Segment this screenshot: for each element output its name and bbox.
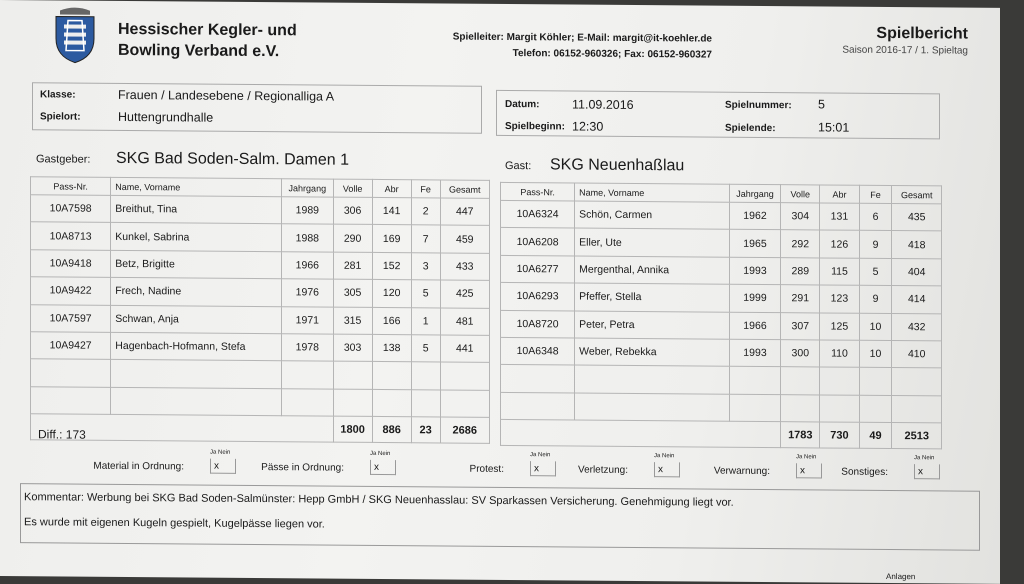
cell-volle: 290 bbox=[333, 225, 372, 253]
guest-team-name: SKG Neuenhaßlau bbox=[550, 156, 685, 175]
cell-abr: 115 bbox=[820, 258, 859, 286]
cell-name: Mergenthal, Annika bbox=[575, 256, 730, 285]
total-fe: 49 bbox=[859, 422, 892, 448]
report-heading bbox=[842, 25, 968, 57]
cell-name: Peter, Petra bbox=[575, 311, 730, 340]
empty-row bbox=[501, 392, 942, 423]
empty-cell bbox=[729, 367, 781, 395]
empty-cell bbox=[501, 365, 575, 393]
empty-cell bbox=[820, 367, 859, 395]
empty-cell bbox=[781, 394, 820, 422]
col-jahrgang: Jahrgang bbox=[729, 184, 781, 202]
home-team-name: SKG Bad Soden-Salm. Damen 1 bbox=[116, 149, 350, 169]
cell-abr: 110 bbox=[820, 340, 859, 368]
home-player-table bbox=[30, 176, 490, 444]
col-abr: Abr bbox=[820, 185, 859, 203]
empty-cell bbox=[282, 361, 333, 389]
empty-cell bbox=[729, 394, 781, 422]
empty-cell bbox=[333, 389, 372, 417]
check-box bbox=[530, 461, 556, 476]
col-abr: Abr bbox=[372, 179, 411, 197]
datum-value: 11.09.2016 bbox=[572, 97, 634, 112]
cell-pass: 10A7598 bbox=[31, 195, 111, 223]
comment-line-2: Es wurde mit eigenen Kugeln gespielt, Kugelpässe liegen vor. bbox=[24, 516, 325, 531]
cell-fe: 9 bbox=[859, 231, 892, 259]
empty-row bbox=[31, 386, 490, 417]
report-title: Spielbericht bbox=[876, 24, 968, 43]
totals-spacer bbox=[501, 420, 781, 448]
cell-volle: 303 bbox=[333, 334, 372, 362]
cell-fe: 10 bbox=[859, 340, 892, 368]
check-mark: x bbox=[534, 463, 539, 475]
cell-name: Kunkel, Sabrina bbox=[111, 223, 282, 252]
home-label: Gastgeber: bbox=[36, 153, 91, 166]
cell-pass: 10A6324 bbox=[501, 200, 575, 228]
cell-volle: 300 bbox=[781, 340, 820, 368]
spielnummer-label: Spielnummer: bbox=[725, 99, 792, 112]
ja-nein-caption: Ja Nein bbox=[530, 452, 551, 459]
col-pass: Pass-Nr. bbox=[501, 182, 575, 201]
cell-gesamt: 481 bbox=[440, 308, 489, 336]
cell-jahrgang: 1971 bbox=[282, 306, 333, 334]
col-gesamt: Gesamt bbox=[892, 186, 942, 204]
comment-line-1: Kommentar: Werbung bei SKG Bad Soden-Salmünster: Hepp GmbH / SKG Neuenhasslau: SV Sparkassen Versicherung. Genehmigung liegt vor. bbox=[24, 491, 734, 509]
total-gesamt: 2513 bbox=[892, 423, 942, 449]
total-gesamt: 2686 bbox=[440, 417, 489, 443]
col-fe: Fe bbox=[859, 185, 892, 203]
totals-row bbox=[501, 420, 942, 449]
table-row bbox=[501, 310, 942, 341]
cell-name: Frech, Nadine bbox=[111, 278, 282, 307]
cell-volle: 291 bbox=[781, 285, 820, 313]
cell-jahrgang: 1965 bbox=[729, 230, 781, 258]
col-volle: Volle bbox=[333, 179, 372, 197]
spielbeginn-label: Spielbeginn: bbox=[505, 120, 565, 133]
col-jahrgang: Jahrgang bbox=[282, 179, 333, 197]
cell-volle: 306 bbox=[333, 197, 372, 225]
empty-row bbox=[31, 359, 490, 390]
table-row bbox=[31, 304, 490, 335]
contact-line-2: Telefon: 06152-960326; Fax: 06152-960327 bbox=[512, 48, 712, 61]
anlagen-label: Anlagen bbox=[886, 571, 916, 582]
cell-abr: 126 bbox=[820, 230, 859, 258]
table-row bbox=[31, 222, 490, 253]
empty-cell bbox=[859, 395, 892, 423]
cell-name: Weber, Rebekka bbox=[575, 338, 730, 367]
cell-abr: 166 bbox=[372, 307, 411, 335]
cell-volle: 305 bbox=[333, 279, 372, 307]
cell-gesamt: 418 bbox=[892, 231, 942, 259]
total-abr: 730 bbox=[820, 422, 859, 448]
table-row bbox=[501, 228, 942, 259]
cell-pass: 10A9427 bbox=[31, 332, 111, 360]
cell-fe: 3 bbox=[411, 253, 440, 281]
empty-cell bbox=[440, 362, 489, 390]
cell-abr: 120 bbox=[372, 280, 411, 308]
cell-name: Schwan, Anja bbox=[111, 305, 282, 334]
cell-volle: 281 bbox=[333, 252, 372, 280]
total-volle: 1783 bbox=[781, 422, 820, 448]
table-row bbox=[31, 195, 490, 226]
cell-name: Schön, Carmen bbox=[575, 201, 730, 230]
cell-jahrgang: 1962 bbox=[729, 202, 781, 230]
cell-name: Hagenbach-Hofmann, Stefa bbox=[111, 332, 282, 361]
col-gesamt: Gesamt bbox=[440, 180, 489, 198]
table-row bbox=[501, 200, 942, 231]
cell-pass: 10A7597 bbox=[31, 304, 111, 332]
ja-nein-caption: Ja Nein bbox=[210, 449, 231, 456]
cell-fe: 6 bbox=[859, 203, 892, 231]
cell-jahrgang: 1966 bbox=[729, 312, 781, 340]
check-label: Sonstiges: bbox=[841, 466, 888, 478]
score-difference: Diff.: 173 bbox=[38, 427, 86, 442]
cell-jahrgang: 1989 bbox=[282, 197, 333, 225]
cell-fe: 1 bbox=[411, 307, 440, 335]
cell-abr: 131 bbox=[820, 203, 859, 231]
check-mark: x bbox=[800, 465, 805, 477]
table-row bbox=[501, 337, 942, 368]
cell-fe: 9 bbox=[859, 285, 892, 313]
season-label: Saison 2016-17 / 1. Spieltag bbox=[842, 44, 968, 57]
cell-jahrgang: 1999 bbox=[729, 284, 781, 312]
total-fe: 23 bbox=[411, 417, 440, 443]
cell-name: Breithut, Tina bbox=[111, 195, 282, 224]
cell-jahrgang: 1976 bbox=[282, 279, 333, 307]
ja-nein-caption: Ja Nein bbox=[370, 450, 391, 458]
col-pass: Pass-Nr. bbox=[31, 177, 111, 196]
table-row bbox=[31, 250, 490, 281]
check-box bbox=[370, 460, 396, 475]
cell-pass: 10A6348 bbox=[501, 337, 575, 365]
col-name: Name, Vorname bbox=[575, 183, 730, 202]
empty-cell bbox=[111, 387, 282, 416]
check-box bbox=[796, 463, 822, 478]
check-box bbox=[914, 464, 940, 479]
cell-gesamt: 404 bbox=[892, 258, 942, 286]
spielort-value: Huttengrundhalle bbox=[118, 109, 214, 125]
empty-cell bbox=[781, 367, 820, 395]
ja-nein-caption: Ja Nein bbox=[796, 454, 817, 461]
organization-name bbox=[118, 19, 297, 62]
cell-pass: 10A6277 bbox=[501, 255, 575, 283]
cell-volle: 289 bbox=[781, 257, 820, 285]
spielbeginn-value: 12:30 bbox=[572, 119, 604, 134]
empty-cell bbox=[31, 359, 111, 387]
empty-cell bbox=[859, 368, 892, 396]
check-label: Verletzung: bbox=[577, 464, 628, 476]
col-fe: Fe bbox=[411, 180, 440, 198]
cell-gesamt: 435 bbox=[892, 204, 942, 232]
datum-label: Datum: bbox=[505, 98, 540, 111]
cell-abr: 169 bbox=[372, 225, 411, 253]
empty-row bbox=[501, 365, 942, 396]
cell-pass: 10A6293 bbox=[501, 283, 575, 311]
cell-gesamt: 410 bbox=[892, 340, 942, 368]
cell-jahrgang: 1966 bbox=[282, 251, 333, 279]
cell-jahrgang: 1993 bbox=[729, 339, 781, 367]
ja-nein-caption: Ja Nein bbox=[654, 453, 675, 460]
table-row bbox=[501, 255, 942, 286]
ja-nein-caption: Ja Nein bbox=[914, 455, 935, 462]
empty-cell bbox=[333, 361, 372, 389]
check-label: Protest: bbox=[469, 463, 504, 475]
cell-pass: 10A9422 bbox=[31, 277, 111, 305]
cell-fe: 7 bbox=[411, 225, 440, 253]
klasse-label: Klasse: bbox=[40, 89, 76, 101]
cell-fe: 2 bbox=[411, 198, 440, 226]
cell-gesamt: 433 bbox=[440, 253, 489, 281]
cell-volle: 292 bbox=[781, 230, 820, 258]
spielnummer-value: 5 bbox=[818, 97, 825, 112]
cell-jahrgang: 1988 bbox=[282, 224, 333, 252]
check-mark: x bbox=[214, 460, 219, 472]
guest-label: Gast: bbox=[505, 159, 532, 173]
check-label: Material in Ordnung: bbox=[93, 460, 184, 473]
total-volle: 1800 bbox=[333, 416, 372, 442]
empty-cell bbox=[892, 395, 942, 423]
klasse-value: Frauen / Landesebene / Regionalliga A bbox=[118, 87, 335, 104]
status-checks bbox=[0, 448, 1000, 486]
cell-gesamt: 414 bbox=[892, 286, 942, 314]
empty-cell bbox=[501, 392, 575, 420]
totals-row bbox=[31, 414, 490, 444]
empty-cell bbox=[282, 388, 333, 416]
empty-cell bbox=[411, 389, 440, 417]
guest-player-table bbox=[500, 182, 942, 450]
cell-abr: 125 bbox=[820, 313, 859, 341]
empty-cell bbox=[411, 362, 440, 390]
cell-volle: 315 bbox=[333, 307, 372, 335]
org-line-2: Bowling Verband e.V. bbox=[118, 41, 280, 61]
cell-jahrgang: 1978 bbox=[282, 334, 333, 362]
table-row bbox=[31, 332, 490, 363]
cell-name: Pfeffer, Stella bbox=[575, 283, 730, 312]
col-name: Name, Vorname bbox=[111, 177, 282, 196]
cell-volle: 304 bbox=[781, 203, 820, 231]
cell-abr: 152 bbox=[372, 252, 411, 280]
spielort-label: Spielort: bbox=[40, 111, 81, 123]
contact-line-1: Spielleiter: Margit Köhler; E-Mail: margit@it-koehler.de bbox=[452, 31, 712, 45]
check-mark: x bbox=[374, 461, 379, 473]
cell-pass: 10A6208 bbox=[501, 228, 575, 256]
cell-pass: 10A8720 bbox=[501, 310, 575, 338]
total-abr: 886 bbox=[372, 417, 411, 443]
empty-cell bbox=[575, 365, 730, 394]
empty-cell bbox=[440, 390, 489, 418]
empty-cell bbox=[31, 386, 111, 414]
empty-cell bbox=[575, 393, 730, 422]
empty-cell bbox=[892, 368, 942, 396]
cell-abr: 123 bbox=[820, 285, 859, 313]
check-box bbox=[654, 462, 680, 477]
check-label: Pässe in Ordnung: bbox=[261, 462, 344, 474]
empty-cell bbox=[372, 362, 411, 390]
check-mark: x bbox=[658, 464, 663, 476]
cell-jahrgang: 1993 bbox=[729, 257, 781, 285]
contact-info bbox=[428, 29, 712, 63]
hessen-coat-of-arms-logo bbox=[50, 4, 100, 64]
check-box bbox=[210, 459, 236, 474]
cell-gesamt: 459 bbox=[440, 225, 489, 253]
cell-gesamt: 425 bbox=[440, 280, 489, 308]
cell-name: Betz, Brigitte bbox=[111, 250, 282, 279]
org-line-1: Hessischer Kegler- und bbox=[118, 20, 297, 40]
empty-cell bbox=[111, 360, 282, 389]
cell-abr: 138 bbox=[372, 334, 411, 362]
cell-fe: 5 bbox=[411, 335, 440, 363]
cell-gesamt: 432 bbox=[892, 313, 942, 341]
cell-fe: 5 bbox=[859, 258, 892, 286]
cell-gesamt: 447 bbox=[440, 198, 489, 226]
table-row bbox=[31, 277, 490, 308]
table-row bbox=[501, 283, 942, 314]
cell-gesamt: 441 bbox=[440, 335, 489, 363]
cell-fe: 10 bbox=[859, 313, 892, 341]
check-label: Verwarnung: bbox=[713, 465, 770, 478]
cell-volle: 307 bbox=[781, 312, 820, 340]
cell-abr: 141 bbox=[372, 197, 411, 225]
cell-pass: 10A9418 bbox=[31, 250, 111, 278]
check-mark: x bbox=[918, 466, 923, 478]
spielende-value: 15:01 bbox=[818, 120, 850, 135]
cell-pass: 10A8713 bbox=[31, 222, 111, 250]
cell-fe: 5 bbox=[411, 280, 440, 308]
empty-cell bbox=[372, 389, 411, 417]
cell-name: Eller, Ute bbox=[575, 228, 730, 257]
empty-cell bbox=[820, 395, 859, 423]
spielende-label: Spielende: bbox=[725, 122, 776, 135]
col-volle: Volle bbox=[781, 185, 820, 203]
